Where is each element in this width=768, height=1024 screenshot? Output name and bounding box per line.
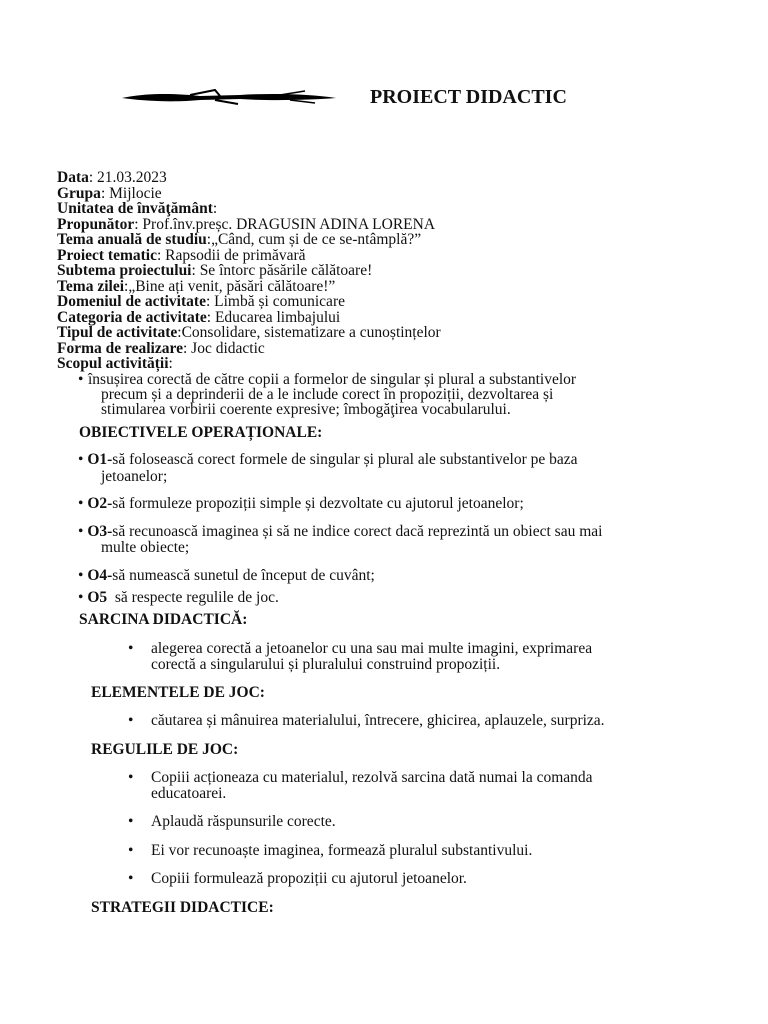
task-bullet: • — [128, 640, 134, 657]
rule-bullet: • — [128, 870, 134, 887]
game-elements-text: căutarea și mânuirea materialului, întrecere, ghicirea, aplauzele, surpriza. — [151, 712, 605, 729]
scope-bullet: • — [78, 371, 84, 388]
meta-row-categoria: Categoria de activitate: Educarea limbajului — [57, 308, 341, 326]
page-title: PROIECT DIDACTIC — [370, 86, 567, 108]
meta-row-grupa: Grupa: Mijlocie — [57, 184, 162, 202]
meta-row-unitatea: Unitatea de învăţământ: — [57, 200, 218, 217]
rule-line: Aplaudă răspunsurile corecte. — [151, 813, 336, 830]
meta-row-proiect-tematic: Proiect tematic: Rapsodii de primăvară — [57, 246, 306, 264]
meta-row-propunator: Propunător: Prof.înv.preșc. DRAGUSIN ADINA LORENA — [57, 215, 436, 233]
game-elements-bullet: • — [128, 712, 134, 729]
game-elements-heading: ELEMENTELE DE JOC: — [91, 684, 265, 701]
strategies-heading: STRATEGII DIDACTICE: — [91, 899, 274, 916]
meta-row-scopul: Scopul activității: — [57, 355, 173, 372]
rule-line: educatoarei. — [151, 785, 227, 802]
task-line: alegerea corectă a jetoanelor cu una sau mai multe imagini, exprimarea — [151, 640, 593, 657]
rules-heading: REGULILE DE JOC: — [91, 741, 239, 758]
task-heading: SARCINA DIDACTICĂ: — [79, 611, 248, 628]
metadata-block — [57, 170, 441, 372]
objective-item: • O1-să folosească corect formele de singular și plural ale substantivelor pe baza — [78, 451, 578, 468]
scope-line: precum și a deprinderii de a le include corect în propoziții, dezvoltarea și — [101, 386, 554, 403]
rule-bullet: • — [128, 813, 134, 830]
meta-row-tipul: Tipul de activitate:Consolidare, sistematizare a cunoștințelor — [57, 324, 441, 341]
rule-line: Copiii acționeaza cu materialul, rezolvă sarcina dată numai la comanda — [151, 769, 593, 786]
objective-item: • O3-să recunoască imaginea și să ne indice corect dacă reprezintă un obiect sau mai — [78, 523, 603, 540]
meta-row-tema-anuala: Tema anuală de studiu:„Când, cum și de ce se-ntâmplă?” — [57, 231, 422, 248]
scope-line: însușirea corectă de către copii a formelor de singular și plural a substantivelor — [88, 371, 577, 388]
meta-row-forma: Forma de realizare: Joc didactic — [57, 339, 265, 357]
decorative-flourish-icon — [120, 86, 340, 108]
rule-line: Copiii formulează propoziții cu ajutorul jetoanelor. — [151, 870, 467, 887]
objective-line: multe obiecte; — [101, 539, 190, 556]
objective-item: • O2-să formuleze propoziții simple și dezvoltate cu ajutorul jetoanelor; — [78, 495, 524, 512]
objective-line: jetoanelor; — [101, 468, 168, 485]
objectives-heading: OBIECTIVELE OPERAȚIONALE: — [79, 424, 323, 441]
rule-bullet: • — [128, 842, 134, 859]
scope-line: stimularea vorbirii coerente expresive; îmbogăţirea vocabularului. — [101, 401, 511, 418]
rule-bullet: • — [128, 769, 134, 786]
meta-row-tema-zilei: Tema zilei:„Bine ați venit, păsări călătoare!” — [57, 277, 336, 295]
meta-row-subtema: Subtema proiectului: Se întorc păsările călătoare! — [57, 262, 373, 279]
rule-line: Ei vor recunoaște imaginea, formează pluralul substantivului. — [151, 842, 533, 859]
meta-row-data: Data: 21.03.2023 — [57, 169, 167, 186]
task-line: corectă a singularului și pluralului construind propoziții. — [151, 656, 501, 673]
objective-item: • O4-să numească sunetul de început de cuvânt; — [78, 567, 375, 584]
objective-item: • O5 să respecte regulile de joc. — [78, 589, 279, 606]
meta-row-domeniul: Domeniul de activitate: Limbă și comunicare — [57, 293, 345, 310]
